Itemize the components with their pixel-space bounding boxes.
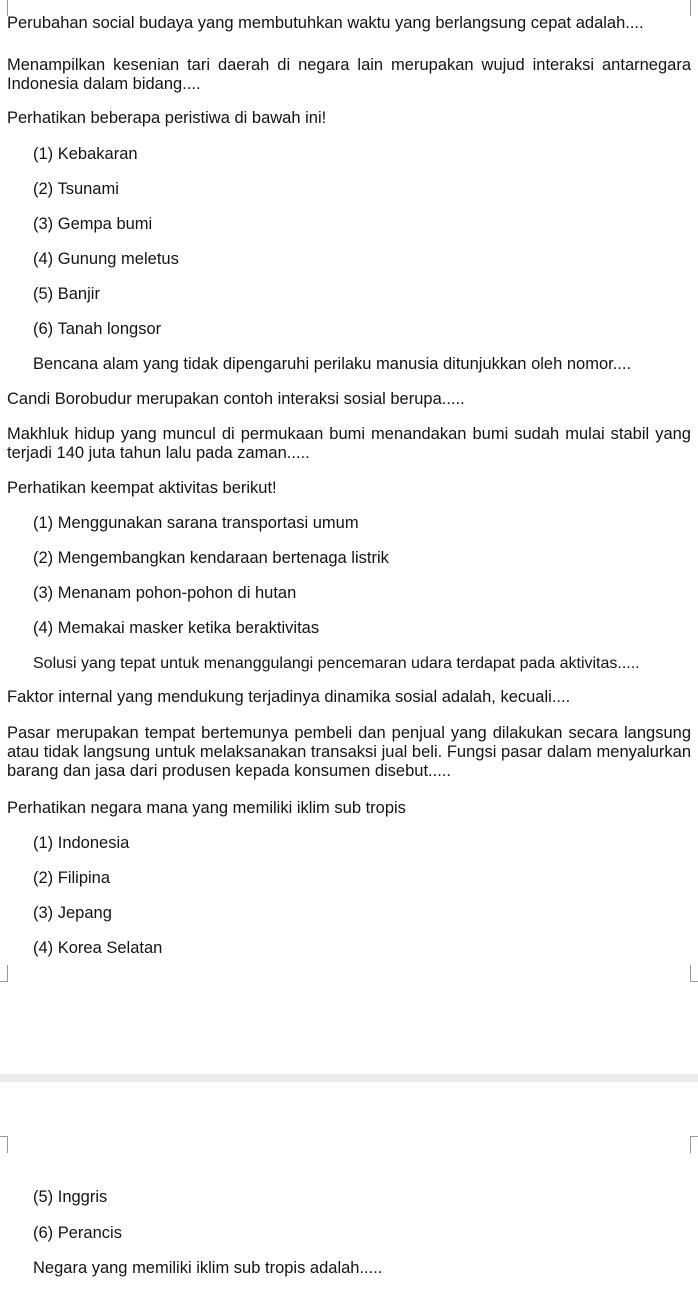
list-item: (3) Menanam pohon-pohon di hutan bbox=[33, 584, 297, 602]
corner-mark-bottom-left bbox=[0, 965, 8, 982]
page-separator bbox=[0, 1074, 698, 1082]
list-item: (4) Memakai masker ketika beraktivitas bbox=[33, 619, 320, 637]
question-1: Perubahan social budaya yang membutuhkan waktu yang berlangsung cepat adalah.... bbox=[7, 14, 644, 32]
list-item: (2) Mengembangkan kendaraan bertenaga listrik bbox=[33, 549, 389, 567]
list-item: (2) Filipina bbox=[33, 869, 111, 887]
list-item: (3) Gempa bumi bbox=[33, 215, 153, 233]
corner-mark-bottom-right bbox=[690, 965, 698, 982]
list-item: (4) Gunung meletus bbox=[33, 250, 179, 268]
list-item: (3) Jepang bbox=[33, 904, 112, 922]
list-item: (5) Banjir bbox=[33, 285, 100, 303]
question-3-text: Bencana alam yang tidak dipengaruhi perilaku manusia ditunjukkan oleh nomor.... bbox=[33, 355, 632, 373]
list-item: (1) Menggunakan sarana transportasi umum bbox=[33, 514, 359, 532]
list-item: (1) Indonesia bbox=[33, 834, 130, 852]
question-7: Faktor internal yang mendukung terjadinya dinamika sosial adalah, kecuali.... bbox=[7, 688, 571, 706]
question-4: Candi Borobudur merupakan contoh interaksi sosial berupa..... bbox=[7, 390, 465, 408]
question-9-text: Negara yang memiliki iklim sub tropis adalah..... bbox=[33, 1259, 383, 1277]
corner-mark-top-right bbox=[690, 0, 698, 16]
list-item: (6) Perancis bbox=[33, 1224, 122, 1242]
list-item: (6) Tanah longsor bbox=[33, 320, 162, 338]
question-2: Menampilkan kesenian tari daerah di negara lain merupakan wujud interaksi antarnegara Indonesia dalam bidang.... bbox=[7, 56, 691, 93]
corner-mark-top-right bbox=[690, 1136, 698, 1153]
list-item: (4) Korea Selatan bbox=[33, 939, 163, 957]
question-5: Makhluk hidup yang muncul di permukaan bumi menandakan bumi sudah mulai stabil yang terjadi 140 juta tahun lalu pada zaman..... bbox=[7, 425, 691, 462]
question-6-text: Solusi yang tepat untuk menanggulangi pencemaran udara terdapat pada aktivitas..... bbox=[33, 655, 640, 672]
corner-mark-top-left bbox=[0, 1136, 8, 1153]
page-break bbox=[0, 965, 698, 1135]
question-6-intro: Perhatikan keempat aktivitas berikut! bbox=[7, 479, 277, 497]
list-item: (1) Kebakaran bbox=[33, 145, 138, 163]
document-page-2 bbox=[0, 1135, 698, 1291]
question-8: Pasar merupakan tempat bertemunya pembeli dan penjual yang dilakukan secara langsung atau tidak langsung untuk melaksanakan transaksi jual beli. Fungsi pasar dalam menyalurkan barang dan jasa dari produsen kepada konsumen disebut..... bbox=[7, 724, 691, 780]
list-item: (2) Tsunami bbox=[33, 180, 119, 198]
list-item: (5) Inggris bbox=[33, 1188, 108, 1206]
question-3-intro: Perhatikan beberapa peristiwa di bawah ini! bbox=[7, 109, 327, 127]
question-9-intro: Perhatikan negara mana yang memiliki iklim sub tropis bbox=[7, 799, 406, 817]
